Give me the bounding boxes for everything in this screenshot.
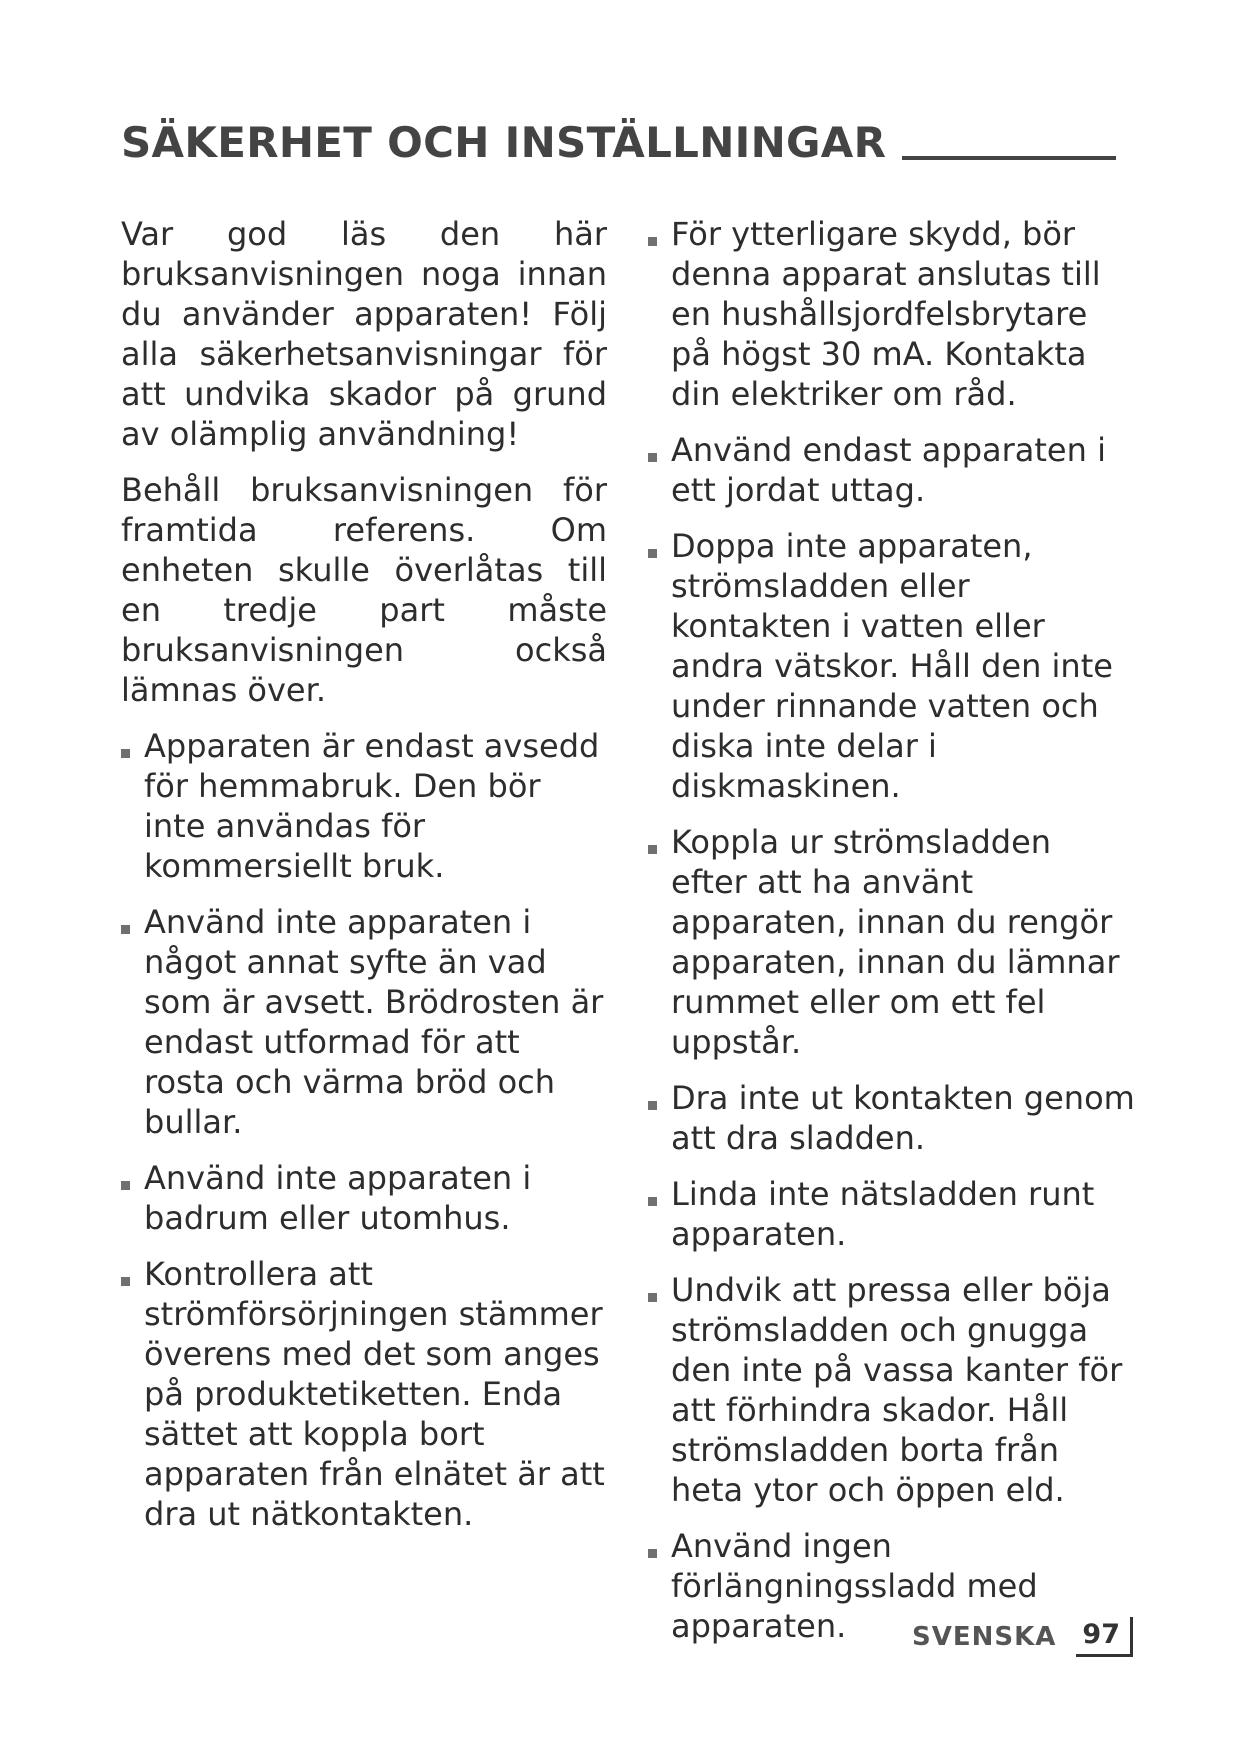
page-header: [121, 112, 1116, 167]
safety-bullet: Använd inte apparaten i badrum eller utomhus.: [121, 1158, 607, 1238]
page-number: 97: [1076, 1617, 1133, 1657]
safety-bullet: Använd ingen förlängningssladd med apparaten.: [648, 1526, 1136, 1646]
right-column: [648, 214, 1136, 1662]
safety-bullet: Linda inte nätsladden runt apparaten.: [648, 1174, 1136, 1254]
intro-paragraph: Var god läs den här bruksanvisningen noga innan du använder apparaten! Följ alla säkerhetsanvisningar för att undvika skador på grund av olämplig användning!: [121, 215, 607, 453]
left-column: [121, 214, 607, 1550]
safety-bullet: För ytterligare skydd, bör denna apparat anslutas till en hushållsjordfelsbrytare på högst 30 mA. Kontakta din elektriker om råd.: [648, 214, 1136, 414]
safety-bullet: Kontrollera att strömförsörjningen stämmer överens med det som anges på produktetiketten. Enda sättet att koppla bort apparaten från elnätet är att dra ut nätkontakten.: [121, 1254, 607, 1534]
safety-bullet: Undvik att pressa eller böja strömsladden och gnugga den inte på vassa kanter för att förhindra skador. Håll strömsladden borta från heta ytor och öppen eld.: [648, 1270, 1136, 1510]
intro-paragraph: Behåll bruksanvisningen för framtida referens. Om enheten skulle överlåtas till en tredje part måste bruksanvisningen också lämnas över.: [121, 471, 607, 709]
safety-bullet: Använd inte apparaten i något annat syfte än vad som är avsett. Brödrosten är endast utformad för att rosta och värma bröd och bullar.: [121, 902, 607, 1142]
page-title: SÄKERHET OCH INSTÄLLNINGAR: [121, 118, 887, 167]
safety-bullet: Dra inte ut kontakten genom att dra sladden.: [648, 1078, 1136, 1158]
page-footer: [912, 1612, 1133, 1662]
safety-bullet: Använd endast apparaten i ett jordat uttag.: [648, 430, 1136, 510]
title-rule: [902, 156, 1116, 160]
safety-bullet: Doppa inte apparaten, strömsladden eller kontakten i vatten eller andra vätskor. Håll den inte under rinnande vatten och diska inte delar i diskmaskinen.: [648, 526, 1136, 806]
safety-bullet: Koppla ur strömsladden efter att ha använt apparaten, innan du rengör apparaten, innan du lämnar rummet eller om ett fel uppstår.: [648, 822, 1136, 1062]
footer-language: SVENSKA: [912, 1622, 1057, 1652]
safety-bullet: Apparaten är endast avsedd för hemmabruk. Den bör inte användas för kommersiellt bruk.: [121, 726, 607, 886]
